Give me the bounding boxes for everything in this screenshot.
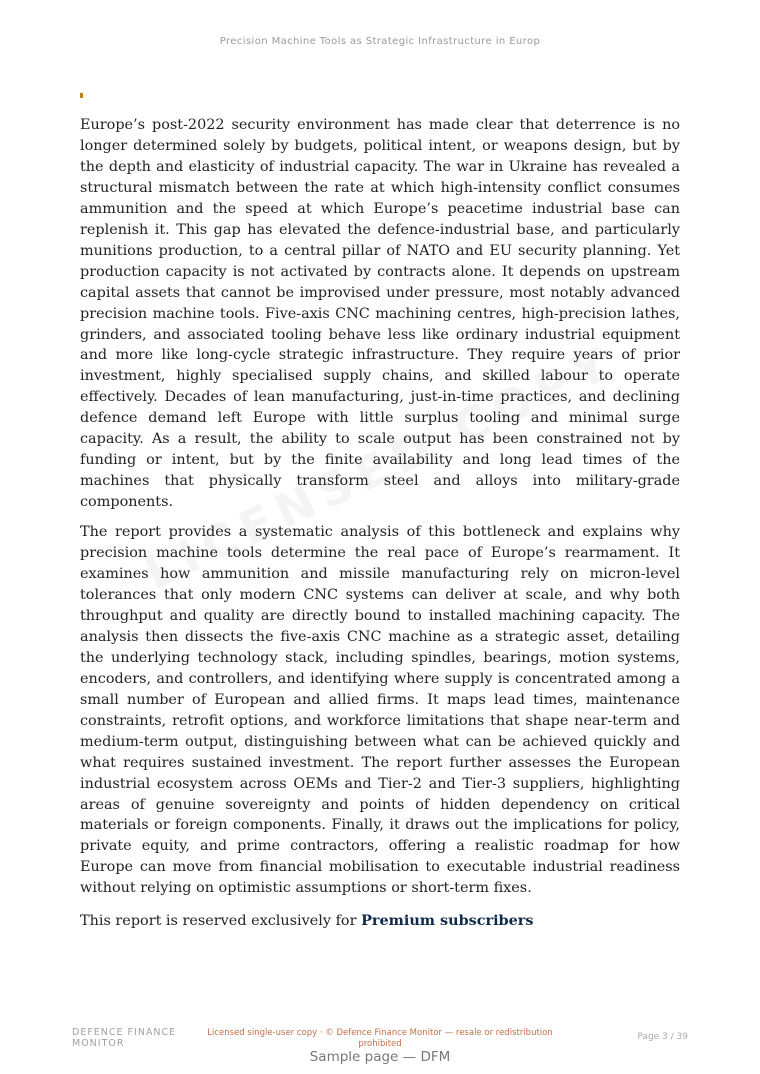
sample-page-label: Sample page — DFM — [309, 1049, 451, 1065]
subscribers-prefix: This report is reserved exclusively for — [80, 913, 362, 930]
subscribers-notice — [80, 911, 680, 932]
running-header: Precision Machine Tools as Strategic Infrastructure in Europ — [219, 36, 541, 47]
report-body — [80, 115, 680, 941]
section-accent-mark — [80, 93, 83, 98]
premium-subscribers-link[interactable]: Premium subscribers — [361, 912, 534, 930]
footer-brand: DEFENCE FINANCE MONITOR — [72, 1027, 177, 1049]
body-paragraph-1: Europe’s post-2022 security environment has made clear that deterrence is no longer determined solely by budgets, political intent, or weapons design, but by the depth and elasticity of industrial capacity. The war in Ukraine has revealed a structural mismatch between the rate at which high-intensity conflict consumes ammunition and the speed at which Europe’s peacetime industrial base can replenish it. This gap has elevated the defence-industrial base, and particularly munitions production, to a central pillar of NATO and EU security planning. Yet production capacity is not activated by contracts alone. It depends on upstream capital assets that cannot be improvised under pressure, most notably advanced precision machine tools. Five-axis CNC machining centres, high-precision lathes, grinders, and associated tooling behave less like ordinary industrial equipment and more like long-cycle strategic infrastructure. They require years of prior investment, highly specialised supply chains, and skilled labour to operate effectively. Decades of lean manufacturing, just-in-time practices, and declining defence demand left Europe with little surplus tooling and minimal surge capacity. As a result, the ability to scale output has been constrained not by funding or intent, but by the finite availability and long lead times of the machines that physically transform steel and alloys into military-grade components. — [80, 117, 680, 511]
page-number: Page 3 / 39 — [637, 1032, 688, 1042]
body-paragraph-2: The report provides a systematic analysis of this bottleneck and explains why precision machine tools determine the real pace of Europe’s rearmament. It examines how ammunition and missile manufacturing rely on micron-level tolerances that only modern CNC systems can deliver at scale, and why both throughput and quality are directly bound to installed machining capacity. The analysis then dissects the five-axis CNC machine as a strategic asset, detailing the underlying technology stack, including spindles, bearings, motion systems, encoders, and controllers, and identifying where supply is concentrated among a small number of European and allied firms. It maps lead times, maintenance constraints, retrofit options, and workforce limitations that shape near-term and medium-term output, distinguishing between what can be achieved quickly and what requires sustained investment. The report further assesses the European industrial ecosystem across OEMs and Tier-2 and Tier-3 suppliers, highlighting areas of genuine sovereignty and points of hidden dependency on critical materials or foreign components. Finally, it draws out the implications for policy, private equity, and prime contractors, offering a realistic roadmap for how Europe can move from financial mobilisation to executable industrial readiness without relying on optimistic assumptions or short-term fixes. — [80, 524, 680, 897]
footer-license-notice: Licensed single-user copy · © Defence Finance Monitor — resale or redistribution prohibited — [207, 1028, 553, 1049]
